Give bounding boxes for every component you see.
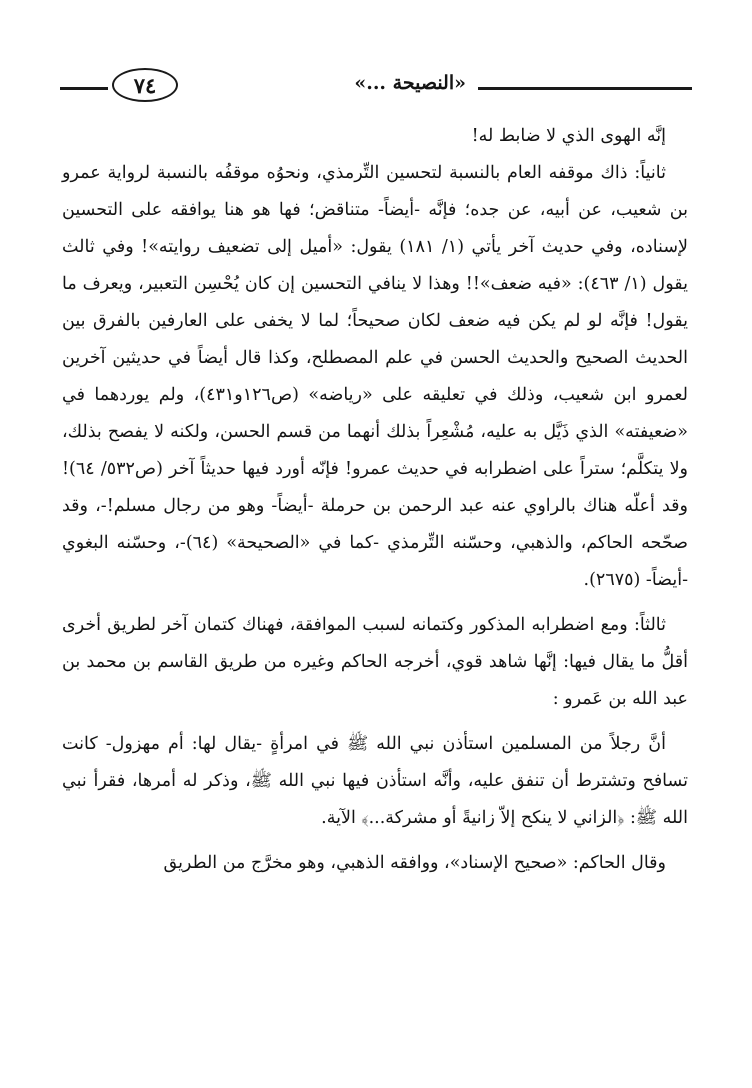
header-rule-left xyxy=(60,87,108,90)
paragraph-4: أنَّ رجلاً من المسلمين استأذن نبي الله ﷺ في امرأةٍ -يقال لها: أم مهزول- كانت تسافح وتشترط أن تنفق عليه، وأنَّه استأذن فيها نبي الله ﷺ، وذكر له أمرها، فقرأ نبي الله ﷺ: ﴿الزاني لا ينكح إلاّ زانيةً أو مشركة...﴾ الآية. xyxy=(62,734,688,828)
paragraph-1: إنَّه الهوى الذي لا ضابط له! xyxy=(471,126,666,146)
paragraph-3: ثالثاً: ومع اضطرابه المذكور وكتمانه لسبب الموافقة، فهناك كتمان آخر لطريق أخرى أقلُّ ما يقال فيها: إنَّها شاهد قوي، أخرجه الحاكم وغيره من طريق القاسم بن محمد بن عبد الله بن عَمرو : xyxy=(62,615,688,709)
page-header xyxy=(60,66,692,106)
paragraph-2: ثانياً: ذاك موقفه العام بالنسبة لتحسين التِّرمذي، ونحوُه موقفُه بالنسبة لرواية عمرو بن شعيب، عن أبيه، عن جده؛ فإنَّه -أيضاً- متناقض؛ فها هو هنا يوافقه على التحسين لإسناده، وفي حديث آخر يأتي (١/ ١٨١) يقول: «أميل إلى تضعيف روايته»! وفي ثالث يقول (١/ ٤٦٣): «فيه ضعف»!! وهذا لا ينافي التحسين إن كان يُحْسِن التعبير، ويعرف ما يقول! فإنَّه لو لم يكن فيه ضعف لكان صحيحاً؛ لما لا يخفى على العارفين بالفرق بين الحديث الصحيح والحديث الحسن في علم المصطلح، وكذا قال أيضاً في حديثين آخرين لعمرو ابن شعيب، وذلك في تعليقه على «رياضه» (ص١٢٦و٤٣١)، ولم يوردهما في «ضعيفته» الذي ذَيَّل به عليه، مُشْعِراً بذلك أنهما من قسم الحسن، ولكنه لا يفصح بذلك، ولا يتكلَّم؛ ستراً على اضطرابه في حديث عمرو! فإنّه أورد فيها حديثاً آخر (ص٥٣٢/ ٦٤)! وقد أعلّه هناك بالراوي عنه عبد الرحمن بن حرملة -أيضاً- وهو من رجال مسلم!-، وقد صحّحه الحاكم، والذهبي، وحسّنه التِّرمذي -كما في «الصحيحة» (٦٤)-، وحسّنه البغوي -أيضاً- (٢٦٧٥). xyxy=(62,163,688,590)
header-rule-right xyxy=(478,87,692,90)
paragraph-5: وقال الحاكم: «صحيح الإسناد»، ووافقه الذهبي، وهو مخرَّج من الطريق xyxy=(163,853,666,873)
body-text xyxy=(62,118,688,882)
page-number: ٧٤ xyxy=(133,72,157,98)
page-number-oval xyxy=(112,68,178,102)
running-title: «النصيحة ...» xyxy=(354,72,466,94)
